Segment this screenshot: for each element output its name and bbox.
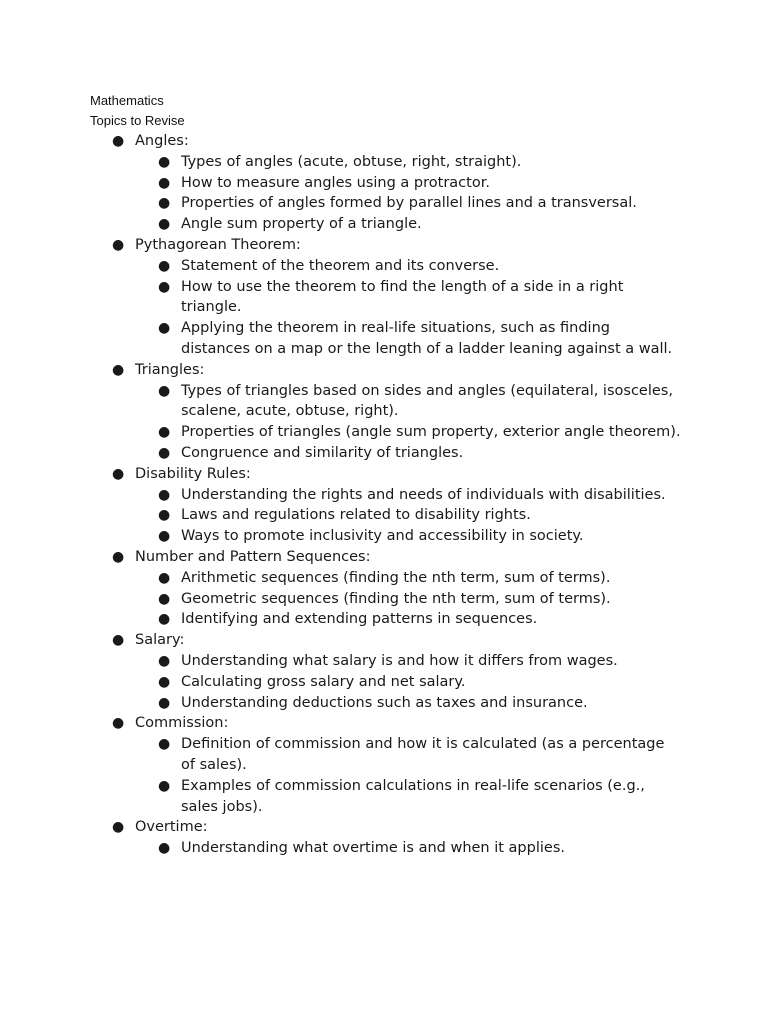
topic-label: Commission: [135,715,229,732]
subtopic-item [90,193,690,214]
topic-label: Pythagorean Theorem: [135,236,301,253]
subtopic-text: How to use the theorem to find the length of a side in a right triangle. [181,278,624,316]
subtopic-text: Laws and regulations related to disability rights. [181,507,531,524]
subtopic-item [90,651,690,672]
subtopic-item [90,734,690,776]
subtopic-list [135,838,690,859]
bullet-icon: ● [112,548,125,565]
topic-label: Disability Rules: [135,465,251,482]
topic-label: Angles: [135,133,189,149]
subtopic-text: Geometric sequences (finding the nth term, sum of terms). [181,590,611,607]
bullet-icon: ● [112,236,125,253]
bullet-icon: ● [112,715,125,732]
subtopic-list [135,381,690,464]
bullet-icon: ● [112,361,125,378]
bullet-icon: ● [158,736,171,753]
subtopic-text: Calculating gross salary and net salary. [181,673,466,690]
subtopic-text: Understanding the rights and needs of individuals with disabilities. [181,486,666,503]
subtopic-item [90,693,690,714]
topic-list [90,131,690,859]
topic-label: Number and Pattern Sequences: [135,548,371,565]
bullet-icon: ● [158,528,171,545]
subtopic-text: Applying the theorem in real-life situations, such as finding distances on a map or the length of a ladder leaning against a wall. [181,320,673,357]
subtopic-text: Types of triangles based on sides and angles (equilateral, isosceles, scalene, acute, obtuse, right). [181,382,673,420]
subtopic-item [90,318,690,360]
bullet-icon: ● [112,819,125,836]
bullet-icon: ● [158,673,171,690]
subtopic-text: Statement of the theorem and its converse. [181,257,500,274]
bullet-icon: ● [158,652,171,669]
subtopic-list [135,485,690,547]
bullet-icon: ● [158,195,171,212]
subtopic-text: Understanding deductions such as taxes and insurance. [181,694,588,711]
document-title: Mathematics [90,93,164,108]
topic-label: Salary: [135,632,185,649]
bullet-icon: ● [158,257,171,274]
bullet-icon: ● [158,777,171,794]
subtopic-text: Ways to promote inclusivity and accessibility in society. [181,528,584,545]
subtopic-text: Properties of triangles (angle sum property, exterior angle theorem). [181,424,681,441]
bullet-icon: ● [158,174,171,191]
subtopic-item [90,589,690,610]
subtopic-text: Arithmetic sequences (finding the nth term, sum of terms). [181,569,611,586]
bullet-icon: ● [158,444,171,461]
bullet-icon: ● [158,153,171,170]
subtopic-text: Types of angles (acute, obtuse, right, straight). [181,153,522,170]
bullet-icon: ● [112,133,125,149]
topic-item [90,713,690,817]
subtopic-text: Understanding what salary is and how it differs from wages. [181,652,618,669]
bullet-icon: ● [158,278,171,295]
bullet-icon: ● [112,465,125,482]
subtopic-item [90,214,690,235]
subtopic-item [90,256,690,277]
subtopic-item [90,672,690,693]
subtopic-item [90,485,690,506]
subtopic-item [90,173,690,194]
topic-item [90,817,690,859]
topic-item [90,630,690,713]
subtopic-list [135,651,690,713]
document-subtitle: Topics to Revise [90,113,185,128]
subtopic-item [90,609,690,630]
subtopic-text: Definition of commission and how it is calculated (as a percentage of sales). [181,736,665,773]
subtopic-item [90,422,690,443]
subtopic-text: Examples of commission calculations in real-life scenarios (e.g., sales jobs). [181,777,645,815]
subtopic-item [90,381,690,423]
subtopic-item [90,568,690,589]
topic-item [90,235,690,360]
bullet-icon: ● [158,424,171,441]
subtopic-text: Congruence and similarity of triangles. [181,444,464,461]
subtopic-item [90,526,690,547]
subtopic-item [90,277,690,319]
bullet-icon: ● [158,840,171,857]
topic-item [90,464,690,547]
topic-item [90,131,690,235]
subtopic-text: Understanding what overtime is and when it applies. [181,840,565,857]
topic-item [90,360,690,464]
subtopic-text: Angle sum property of a triangle. [181,216,422,233]
subtopic-item [90,838,690,859]
subtopic-list [135,256,690,360]
bullet-icon: ● [158,569,171,586]
bullet-icon: ● [158,382,171,399]
bullet-icon: ● [158,486,171,503]
topic-item [90,547,690,630]
bullet-icon: ● [158,611,171,628]
bullet-icon: ● [158,590,171,607]
bullet-icon: ● [158,320,171,337]
bullet-icon: ● [158,507,171,524]
subtopic-list [135,152,690,235]
topic-label: Triangles: [135,361,205,378]
document-page [90,91,690,859]
subtopic-text: Properties of angles formed by parallel lines and a transversal. [181,195,637,212]
subtopic-list [135,734,690,817]
subtopic-text: Identifying and extending patterns in sequences. [181,611,538,628]
topic-label: Overtime: [135,819,208,836]
subtopic-item [90,443,690,464]
subtopic-item [90,776,690,818]
bullet-icon: ● [158,694,171,711]
subtopic-item [90,505,690,526]
subtopic-item [90,152,690,173]
subtopic-text: How to measure angles using a protractor. [181,174,490,191]
subtopic-list [135,568,690,630]
bullet-icon: ● [158,216,171,233]
bullet-icon: ● [112,632,125,649]
